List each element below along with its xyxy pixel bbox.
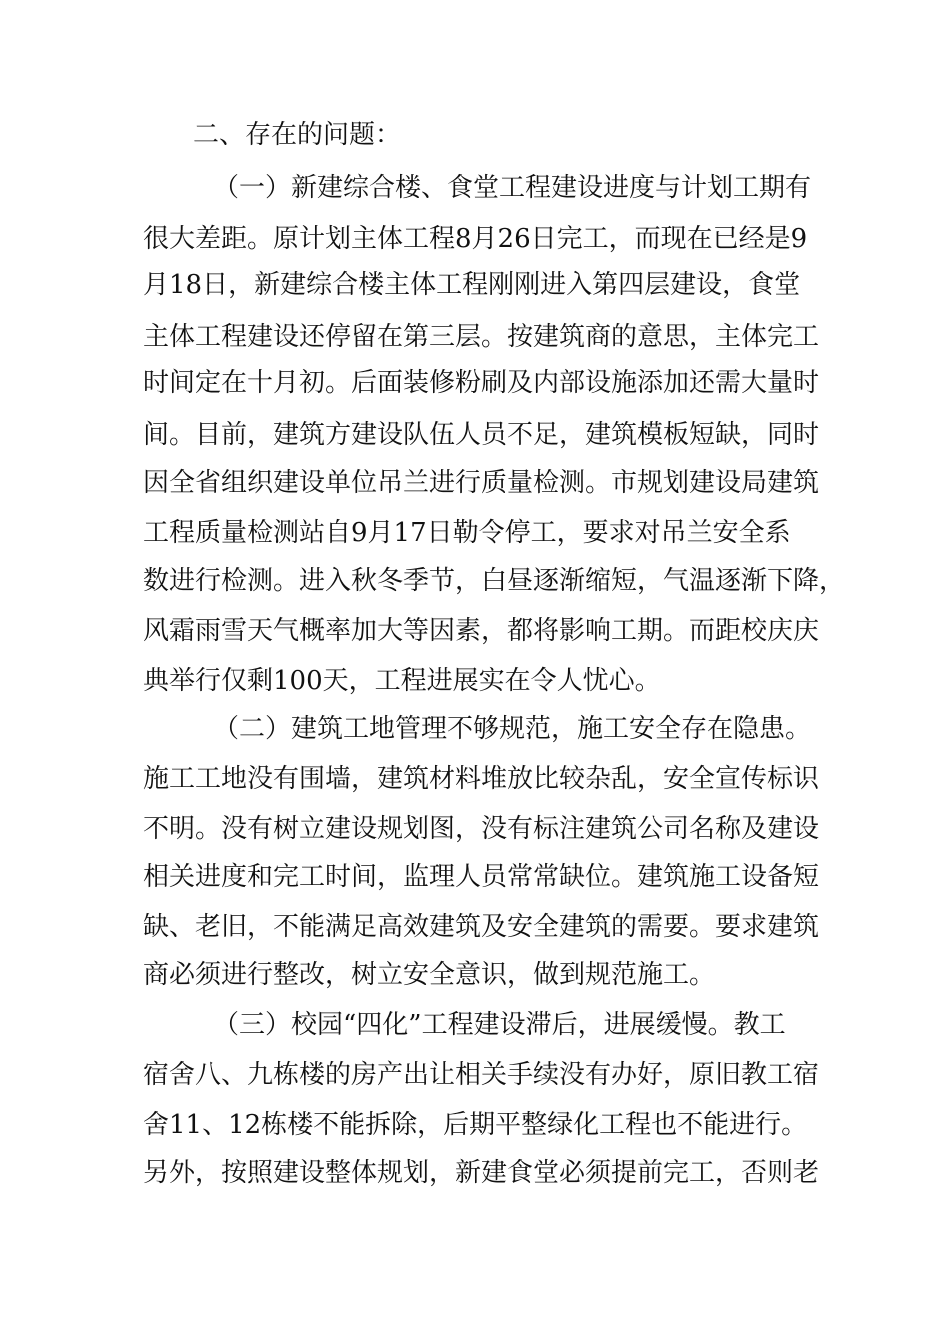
paragraph-line: 舍11、12栋楼不能拆除，后期平整绿化工程也不能进行。: [143, 1110, 808, 1140]
paragraph-line: 另外，按照建设整体规划，新建食堂必须提前完工，否则老: [143, 1158, 820, 1188]
paragraph-line: 不明。没有树立建设规划图，没有标注建筑公司名称及建设: [143, 814, 820, 844]
paragraph-line: （二）建筑工地管理不够规范，施工安全存在隐患。: [213, 714, 812, 744]
paragraph-line: 宿舍八、九栋楼的房产出让相关手续没有办好，原旧教工宿: [143, 1060, 820, 1090]
paragraph-line: 因全省组织建设单位吊兰进行质量检测。市规划建设局建筑: [143, 468, 820, 498]
paragraph-line: 风霜雨雪天气概率加大等因素，都将影响工期。而距校庆庆: [143, 616, 820, 646]
paragraph-line: （一）新建综合楼、食堂工程建设进度与计划工期有: [213, 173, 812, 203]
paragraph-line: 工程质量检测站自9月17日勒令停工，要求对吊兰安全系: [143, 518, 791, 548]
paragraph-line: 很大差距。原计划主体工程8月26日完工，而现在已经是9: [143, 224, 808, 254]
paragraph-line: 时间定在十月初。后面装修粉刷及内部设施添加还需大量时: [143, 368, 820, 398]
paragraph-line: 间。目前，建筑方建设队伍人员不足，建筑模板短缺，同时: [143, 420, 820, 450]
paragraph-line: （三）校园“四化”工程建设滞后，进展缓慢。教工: [213, 1010, 786, 1040]
paragraph-line: 月18日，新建综合楼主体工程刚刚进入第四层建设，食堂: [143, 270, 801, 300]
paragraph-line: 商必须进行整改，树立安全意识，做到规范施工。: [143, 960, 716, 990]
section-heading: 二、存在的问题：: [193, 120, 402, 150]
paragraph-line: 施工工地没有围墙，建筑材料堆放比较杂乱，安全宣传标识: [143, 764, 820, 794]
paragraph-line: 相关进度和完工时间，监理人员常常缺位。建筑施工设备短: [143, 862, 820, 892]
paragraph-line: 典举行仅剩100天，工程进展实在令人忧心。: [143, 666, 661, 696]
paragraph-line: 数进行检测。进入秋冬季节，白昼逐渐缩短，气温逐渐下降，: [143, 566, 846, 596]
paragraph-line: 缺、老旧，不能满足高效建筑及安全建筑的需要。要求建筑: [143, 912, 820, 942]
paragraph-line: 主体工程建设还停留在第三层。按建筑商的意思，主体完工: [143, 322, 820, 352]
